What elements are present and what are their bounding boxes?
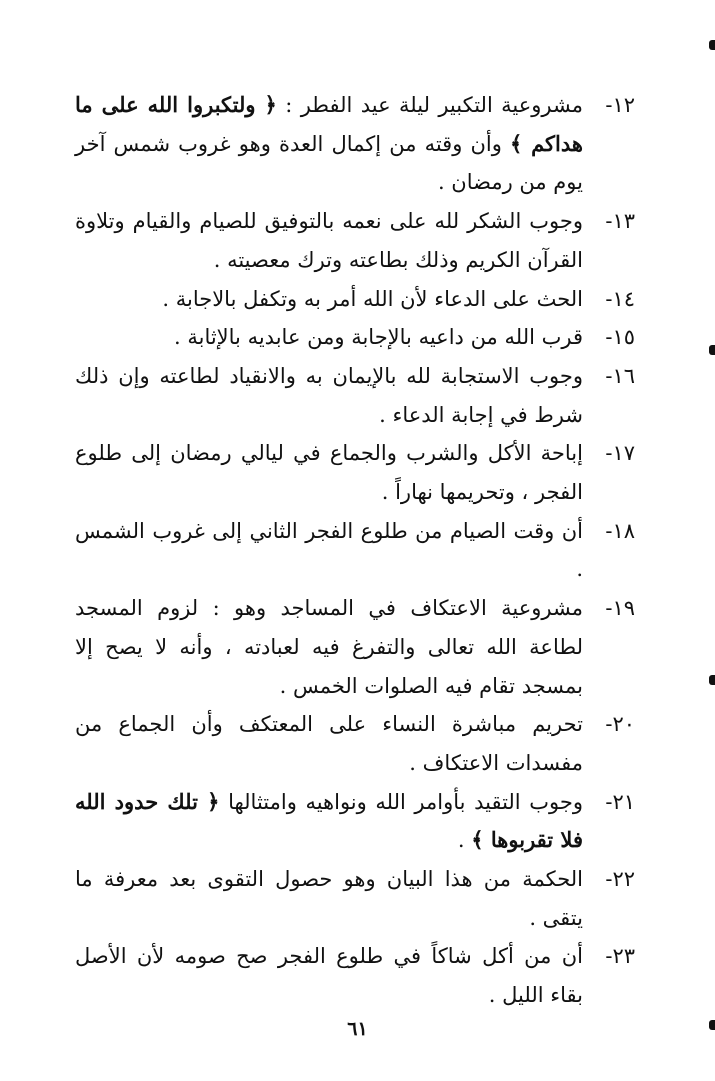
item-text xyxy=(75,280,583,319)
page-number: ٦١ xyxy=(347,1018,368,1040)
list-item xyxy=(75,937,635,1014)
item-number: ١٧- xyxy=(605,441,635,466)
binding-hole-mark xyxy=(709,40,715,50)
item-text-part: مشروعية الاعتكاف في المساجد وهو : لزوم المسجد لطاعة الله تعالى والتفرغ فيه لعبادته ، وأنه لا يصح إلا بمسجد تقام فيه الصلوات الخمس . xyxy=(75,596,583,698)
item-text xyxy=(75,357,583,434)
list-item xyxy=(75,280,635,319)
item-number: ١٩- xyxy=(605,596,635,621)
item-text xyxy=(75,783,583,860)
item-text xyxy=(75,434,583,511)
item-text xyxy=(75,937,583,1014)
list-item xyxy=(75,357,635,434)
item-number: ١٤- xyxy=(605,286,635,311)
page-body xyxy=(75,86,635,1015)
item-number: ٢١- xyxy=(605,789,635,814)
list-item xyxy=(75,783,635,860)
binding-hole-mark xyxy=(709,1020,715,1030)
list-item xyxy=(75,202,635,279)
list-item xyxy=(75,860,635,937)
item-text-part: . xyxy=(457,828,472,853)
item-text-part: الحكمة من هذا البيان وهو حصول التقوى بعد معرفة ما يتقى . xyxy=(75,867,583,930)
item-text-part: وجوب الاستجابة لله بالإيمان به والانقياد لطاعته وإن ذلك شرط في إجابة الدعاء . xyxy=(75,363,583,427)
binding-hole-mark xyxy=(709,345,715,355)
item-text-part: أن وقت الصيام من طلوع الفجر الثاني إلى غروب الشمس . xyxy=(75,518,583,582)
item-text xyxy=(75,589,583,705)
quran-quote: ﴿ تلك حدود الله فلا تقربوها ﴾ xyxy=(75,788,583,853)
item-number: ١٥- xyxy=(605,325,635,350)
list-item xyxy=(75,86,635,202)
item-text-part: إباحة الأكل والشرب والجماع في ليالي رمضان إلى طلوع الفجر ، وتحريمها نهاراً . xyxy=(75,441,583,505)
item-number: ١٢- xyxy=(605,93,635,117)
list-item xyxy=(75,589,635,705)
item-text xyxy=(75,318,583,357)
list-item xyxy=(75,318,635,357)
item-number: ١٨- xyxy=(605,518,635,543)
item-text xyxy=(75,202,583,279)
item-number: ٢٠- xyxy=(605,712,635,737)
item-number: ٢٢- xyxy=(605,867,635,892)
quran-quote: ﴿ ولتكبروا الله على ما هداكم ﴾ xyxy=(75,92,583,156)
item-text-part: وجوب التقيد بأوامر الله ونواهيه وامتثالها xyxy=(219,789,583,814)
item-text xyxy=(75,86,583,202)
item-text xyxy=(75,512,583,589)
binding-hole-mark xyxy=(709,675,715,685)
list-item xyxy=(75,512,635,589)
item-number: ١٣- xyxy=(605,209,635,234)
item-text xyxy=(75,705,583,782)
item-text-part: وجوب الشكر لله على نعمه بالتوفيق للصيام والقيام وتلاوة القرآن الكريم وذلك بطاعته وترك معصيته . xyxy=(75,209,583,272)
item-text-part: قرب الله من داعيه بالإجابة ومن عابديه بالإثابة . xyxy=(173,325,583,350)
item-number: ١٦- xyxy=(605,363,635,388)
item-number: ٢٣- xyxy=(605,944,635,969)
list-item xyxy=(75,434,635,511)
item-text-part: وأن وقته من إكمال العدة وهو غروب شمس آخر يوم من رمضان . xyxy=(75,131,583,195)
item-text-part: أن من أكل شاكاً في طلوع الفجر صح صومه لأن الأصل بقاء الليل . xyxy=(75,944,583,1008)
item-text xyxy=(75,860,583,937)
list-item xyxy=(75,705,635,782)
item-text-part: مشروعية التكبير ليلة عيد الفطر : xyxy=(276,93,583,117)
item-text-part: الحث على الدعاء لأن الله أمر به وتكفل بالاجابة . xyxy=(162,286,583,311)
item-text-part: تحريم مباشرة النساء على المعتكف وأن الجماع من مفسدات الاعتكاف . xyxy=(75,712,583,775)
